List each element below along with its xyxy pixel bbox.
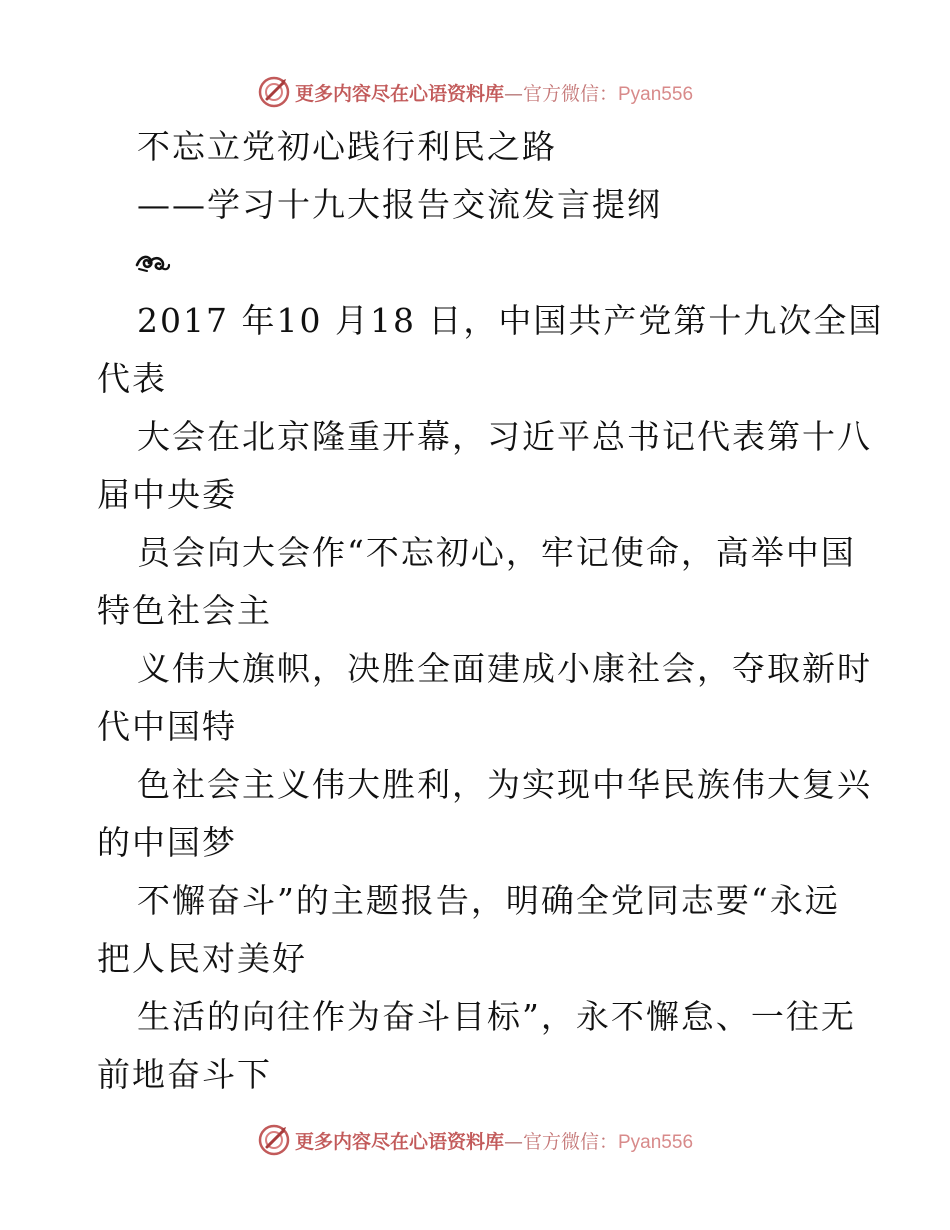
- document-subtitle: ——学习十九大报告交流发言提纲: [137, 185, 662, 224]
- paragraph-line: 代中国特: [97, 707, 237, 746]
- banner-main-text: 更多内容尽在心语资料库: [294, 1130, 504, 1153]
- paragraph-line: 的中国梦: [97, 823, 237, 862]
- paragraph-line: 不懈奋斗”的主题报告，明确全党同志要“永远: [137, 881, 840, 920]
- banner-main-text: 更多内容尽在心语资料库: [294, 82, 504, 105]
- paragraph-line: 义伟大旗帜，决胜全面建成小康社会，夺取新时: [137, 649, 872, 688]
- paragraph-line: 员会向大会作“不忘初心，牢记使命，高举中国: [137, 533, 856, 572]
- ornament: [97, 234, 857, 292]
- paragraph-line: 生活的向往作为奋斗目标”，永不懈怠、一往无: [137, 997, 856, 1036]
- paragraph-line: 色社会主义伟大胜利，为实现中华民族伟大复兴: [137, 765, 872, 804]
- logo-icon: [257, 75, 291, 109]
- paragraph-line: 特色社会主: [97, 591, 272, 630]
- banner-wechat-label: 官方微信：: [522, 1130, 618, 1153]
- document-title: 不忘立党初心践行利民之路: [137, 127, 557, 166]
- paragraph-line: 把人民对美好: [97, 939, 307, 978]
- paragraph-line: 前地奋斗下: [97, 1055, 272, 1094]
- paragraph-line: 届中央委: [97, 475, 237, 514]
- paragraph-line: 大会在北京隆重开幕，习近平总书记代表第十八: [137, 417, 872, 456]
- banner-separator: —: [503, 82, 523, 105]
- header-banner-text: [295, 79, 693, 106]
- banner-wechat-account: Pyan556: [618, 83, 694, 105]
- fleuron-icon: [135, 251, 171, 275]
- banner-wechat-account: Pyan556: [618, 1131, 694, 1153]
- footer-banner-text: [295, 1127, 693, 1154]
- document-body: [97, 118, 884, 1104]
- header-banner: [0, 72, 950, 112]
- paragraph-line: 代表: [97, 359, 167, 398]
- banner-separator: —: [503, 1130, 523, 1153]
- logo-icon: [257, 1123, 291, 1157]
- paragraph-line: 2017 年10 月18 日，中国共产党第十九次全国: [137, 301, 884, 340]
- banner-wechat-label: 官方微信：: [522, 82, 618, 105]
- footer-banner: [0, 1120, 950, 1160]
